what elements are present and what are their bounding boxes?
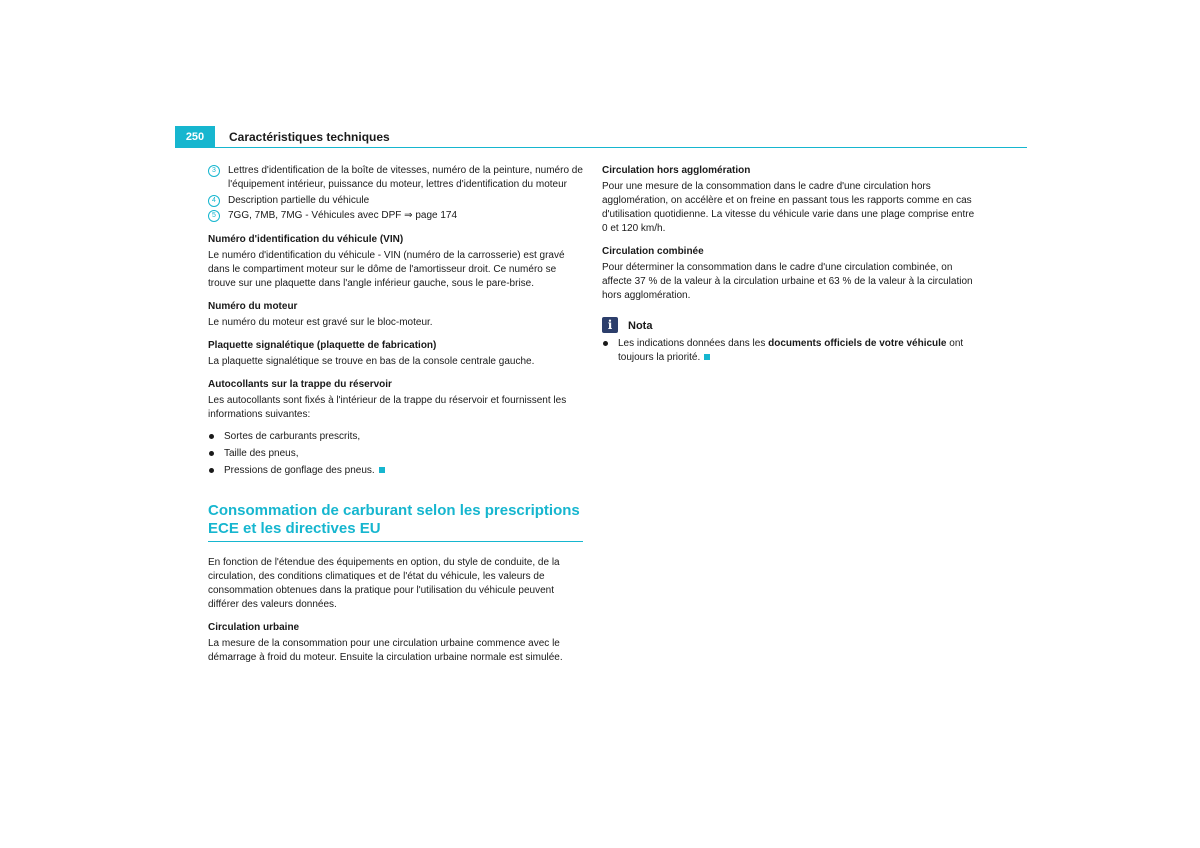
callout-number-5: 5 <box>208 210 220 222</box>
bullet-item <box>208 464 583 478</box>
stickers-bullet-list <box>208 430 583 478</box>
nota-header <box>602 317 977 335</box>
plate-body: La plaquette signalétique se trouve en bas de la console centrale gauche. <box>208 356 535 367</box>
callout-number-3: 3 <box>208 165 220 177</box>
left-column <box>208 164 583 665</box>
nota-text-after: ont toujours la priorité. <box>618 338 964 363</box>
urban-heading: Circulation urbaine <box>208 622 300 633</box>
bullet-text: Sortes de carburants prescrits, <box>224 431 361 442</box>
bullet-icon <box>209 468 214 473</box>
extra-urban-heading: Circulation hors agglomération <box>602 165 751 176</box>
vin-heading: Numéro d'identification du véhicule (VIN) <box>208 234 404 245</box>
plate-heading: Plaquette signalétique (plaquette de fabrication) <box>208 340 437 351</box>
urban-body: La mesure de la consommation pour une circulation urbaine commence avec le démarrage à froid du moteur. Ensuite la circulation urbaine normale est simulée. <box>208 638 563 663</box>
nota-text-before: Les indications données dans les <box>618 338 769 349</box>
list-item <box>208 194 583 208</box>
section-intro: En fonction de l'étendue des équipements en option, du style de conduite, de la circulation, des conditions climatiques et de l'état du véhicule, les valeurs de consommation obtenues dans la pratique pour l'utilisation du véhicule peuvent différer des valeurs données. <box>208 557 560 610</box>
page-header <box>175 126 1027 148</box>
list-item <box>208 209 583 223</box>
bullet-icon <box>209 434 214 439</box>
engine-body: Le numéro du moteur est gravé sur le bloc-moteur. <box>208 317 433 328</box>
list-item-text: 7GG, 7MB, 7MG - Véhicules avec DPF ⇒ page 174 <box>228 210 458 221</box>
stickers-heading: Autocollants sur la trappe du réservoir <box>208 379 392 390</box>
bullet-item <box>208 447 583 461</box>
header-rule <box>215 147 1027 148</box>
bullet-item <box>208 430 583 444</box>
numbered-list <box>208 164 583 223</box>
bullet-icon <box>209 451 214 456</box>
list-item-text: Lettres d'identification de la boîte de vitesses, numéro de la peinture, numéro de l'équipement intérieur, puissance du moteur, lettres d'identification du moteur <box>228 165 583 190</box>
extra-urban-body: Pour une mesure de la consommation dans le cadre d'une circulation hors agglomération, on accélère et on freine en passant tous les rapports comme en cas d'utilisation quotidienne. La vitesse du véhicule varie dans une plage comprise entre 0 et 120 km/h. <box>602 181 975 234</box>
stickers-body: Les autocollants sont fixés à l'intérieur de la trappe du réservoir et fournissent les informations suivantes: <box>208 395 567 420</box>
nota-text-bold: documents officiels de votre véhicule <box>768 338 947 349</box>
bullet-text: Pressions de gonflage des pneus. <box>224 465 375 476</box>
vin-body: Le numéro d'identification du véhicule - VIN (numéro de la carrosserie) est gravé dans le compartiment moteur sur le dôme de l'amortisseur droit. Ce numéro se trouve sur une plaquette dans l'angle inférieur gauche, sous le pare-brise. <box>208 250 565 289</box>
end-of-section-icon <box>704 354 710 360</box>
nota-item <box>602 337 977 365</box>
nota-label: Nota <box>628 320 653 332</box>
chapter-title: Caractéristiques techniques <box>229 130 390 144</box>
callout-number-4: 4 <box>208 195 220 207</box>
list-item-text: Description partielle du véhicule <box>228 194 370 206</box>
page-number: 250 <box>175 126 215 148</box>
bullet-icon <box>603 341 608 346</box>
engine-heading: Numéro du moteur <box>208 301 298 312</box>
combined-heading: Circulation combinée <box>602 246 704 257</box>
info-icon: i <box>602 317 618 333</box>
combined-body: Pour déterminer la consommation dans le cadre d'une circulation combinée, on affecte 37 % de la valeur à la circulation urbaine et 63 % de la valeur à la circulation hors agglomération. <box>602 262 973 301</box>
right-column <box>602 164 977 368</box>
section-title: Consommation de carburant selon les prescriptions ECE et les directives EU <box>208 502 583 542</box>
end-of-section-icon <box>379 467 385 473</box>
list-item <box>208 164 583 192</box>
bullet-text: Taille des pneus, <box>224 448 299 459</box>
